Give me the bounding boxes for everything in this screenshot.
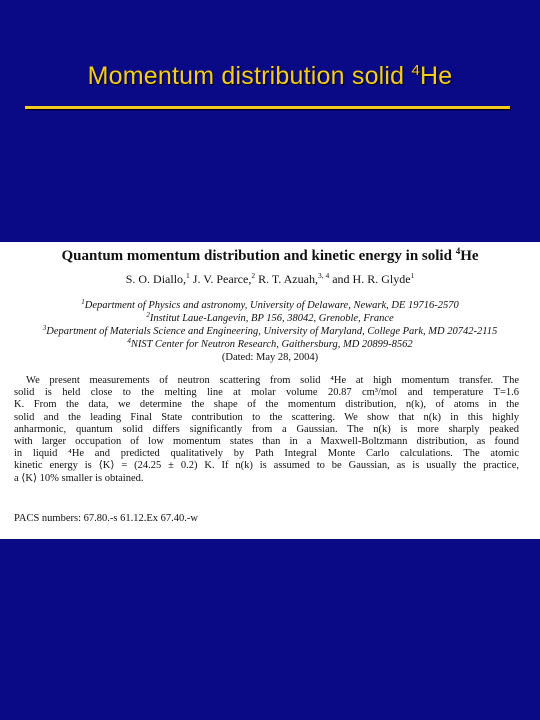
author-name: and H. R. Glyde — [329, 272, 411, 286]
paper-title-text: Quantum momentum distribution and kinetic energy in solid — [61, 248, 456, 264]
abstract-line: in liquid ⁴He and predicted qualitatively by Path Integral Monte Carlo calculations. The atomic — [14, 448, 519, 460]
abstract-line: solid is held close to the melting line at molar volume 20.87 cm³/mol and temperature T=1.6 — [14, 387, 519, 399]
affiliation-text: Department of Physics and astronomy, University of Delaware, Newark, DE 19716-2570 — [84, 300, 459, 311]
affiliation-mark: 2 — [146, 311, 150, 319]
affiliation-text: Department of Materials Science and Engineering, University of Maryland, College Park, MD 20742-2115 — [46, 326, 498, 337]
affiliation-line — [0, 335, 540, 351]
pacs-numbers: PACS numbers: 67.80.-s 61.12.Ex 67.40.-w — [14, 513, 198, 524]
affiliation-text: NIST Center for Neutron Research, Gaithersburg, MD 20899-8562 — [130, 339, 413, 350]
affiliation-mark: 4 — [127, 337, 131, 345]
author-affil-mark: 2 — [251, 271, 256, 280]
author-name: S. O. Diallo, — [125, 272, 187, 286]
dated-line: (Dated: May 28, 2004) — [221, 352, 319, 363]
affiliation-mark: 3 — [42, 324, 47, 332]
paper-authors — [0, 271, 540, 287]
slide-title — [0, 62, 540, 91]
abstract-line: kinetic energy is ⟨K⟩ = (24.25 ± 0.2) K. If n(k) is assumed to be Gaussian, as is usually the practice, — [14, 460, 519, 472]
author-name: J. V. Pearce, — [189, 272, 252, 286]
affiliation-text: Institut Laue-Langevin, BP 156, 38042, Grenoble, France — [149, 313, 394, 324]
abstract-line: K. From the data, we determine the shape of the momentum distribution, n(k), of atoms in the — [14, 399, 519, 411]
paper-excerpt — [0, 242, 540, 539]
paper-title — [0, 246, 540, 265]
author-affil-mark: 3, 4 — [317, 271, 330, 280]
author-name: R. T. Azuah, — [255, 272, 318, 286]
slide-title-superscript: 4 — [411, 62, 420, 79]
abstract-line: with larger occupation of low momentum states than in a Maxwell-Boltzmann distribution, as found — [14, 435, 519, 447]
abstract-line: a ⟨K⟩ 10% smaller is obtained. — [14, 472, 144, 484]
slide-title-text: Momentum distribution solid — [87, 62, 412, 90]
abstract — [14, 375, 519, 485]
paper-title-superscript: 4 — [455, 246, 461, 256]
slide-title-tail: He — [419, 62, 453, 90]
affiliation-mark: 1 — [81, 298, 85, 306]
abstract-line: We present measurements of neutron scattering from solid ⁴He at high momentum transfer. The — [26, 375, 519, 386]
author-affil-mark: 1 — [186, 271, 190, 280]
title-underline — [25, 106, 510, 109]
abstract-line: anharmonic, quantum solid differs significantly from a Gaussian. The n(k) is more sharply peaked — [14, 423, 519, 435]
abstract-line: solid and the leading Final State contribution to the scattering. We show that n(k) in this highly — [14, 411, 519, 423]
paper-title-tail: He — [460, 248, 479, 264]
author-affil-mark: 1 — [410, 271, 415, 280]
